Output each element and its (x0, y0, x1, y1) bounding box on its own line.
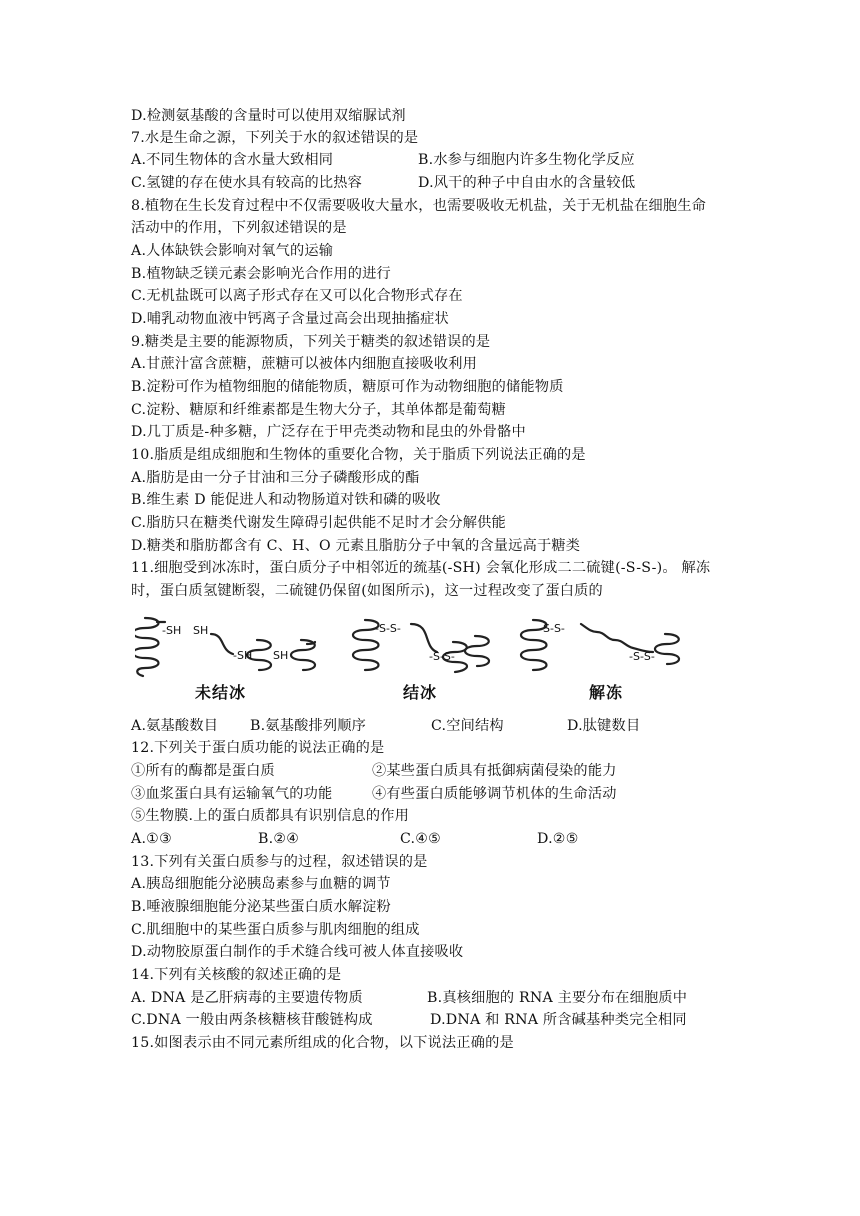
ss-label-3: S-S- (543, 622, 565, 635)
q7-option-a: A.不同生物体的含水量大致相同 (131, 152, 334, 168)
q11-option-b: B.氨基酸排列顺序 (250, 718, 367, 734)
q11-stem-1: 11.细胞受到冰冻时，蛋白质分子中相邻近的巯基(-SH) 会氧化形成二二硫键(-S-S-)。 解冻 (131, 560, 711, 576)
q10-option-c: C.脂肪只在糖类代谢发生障碍引起供能不足时才会分解供能 (131, 515, 506, 531)
q10-option-b: B.维生素 D 能促进人和动物肠道对铁和磷的吸收 (131, 492, 441, 508)
q9-option-c: C.淀粉、糖原和纤维素都是生物大分子，其单体都是葡萄糖 (131, 402, 506, 418)
q12-option-c: C.④⑤ (400, 831, 442, 847)
q15-stem: 15.如图表示由不同元素所组成的化合物，以下说法正确的是 (131, 1035, 514, 1051)
chain-coil-3b (655, 634, 679, 664)
q12-item-2: ②某些蛋白质具有抵御病菌侵染的能力 (372, 763, 617, 779)
q11-option-a: A.氨基酸数目 (131, 718, 219, 734)
q12-option-d: D.②⑤ (537, 831, 579, 847)
q10-option-d: D.糖类和脂肪都含有 C、H、O 元素且脂肪分子中氧的含量远高于糖类 (131, 538, 581, 554)
q7-option-d: D.风干的种子中自由水的含量较低 (418, 175, 636, 191)
q14-option-c: C.DNA 一般由两条核糖核苷酸链构成 (131, 1012, 373, 1028)
q8-stem-1: 8.植物在生长发育过程中不仅需要吸收大量水，也需要吸收无机盐，关于无机盐在细胞生命 (131, 198, 707, 214)
chain-coil-2c (465, 636, 489, 666)
label-unfrozen: 未结冰 (195, 683, 247, 702)
q11-stem-2: 时，蛋白质氢键断裂，二硫键仍保留(如图所示)，这一过程改变了蛋白质的 (131, 583, 603, 599)
q12-item-1: ①所有的酶都是蛋白质 (131, 763, 275, 779)
q12-item-3: ③血浆蛋白具有运输氧气的功能 (131, 786, 333, 802)
chain-link-1 (211, 634, 233, 654)
q14-stem: 14.下列有关核酸的叙述正确的是 (131, 967, 342, 983)
q13-option-b: B.唾液腺细胞能分泌某些蛋白质水解淀粉 (131, 899, 391, 915)
q9-stem: 9.糖类是主要的能源物质，下列关于糖类的叙述错误的是 (131, 334, 491, 350)
q13-option-a: A.胰岛细胞能分泌胰岛素参与血糖的调节 (131, 876, 391, 892)
q9-option-a: A.甘蔗汁富含蔗糖，蔗糖可以被体内细胞直接吸收利用 (131, 356, 478, 372)
q14-option-d: D.DNA 和 RNA 所含碱基种类完全相同 (430, 1012, 687, 1028)
q11-option-c: C.空间结构 (431, 718, 504, 734)
q8-option-c: C.无机盐既可以离子形式存在又可以化合物形式存在 (131, 288, 463, 304)
chain-link-2 (411, 624, 437, 652)
q9-option-b: B.淀粉可作为植物细胞的储能物质，糖原可作为动物细胞的储能物质 (131, 379, 564, 395)
q7-option-b: B.水参与细胞内许多生物化学反应 (418, 152, 635, 168)
ss-label-2: -S-S- (429, 650, 455, 663)
q6-option-d: D.检测氨基酸的含量时可以使用双缩脲试剂 (131, 108, 406, 124)
q12-item-4: ④有些蛋白质能够调节机体的生命活动 (372, 786, 617, 802)
q14-option-b: B.真核细胞的 RNA 主要分布在细胞质中 (427, 990, 688, 1006)
q12-item-5: ⑤生物膜.上的蛋白质都具有识别信息的作用 (131, 808, 410, 824)
sh-label-4: SH (273, 649, 289, 662)
q10-stem: 10.脂质是组成细胞和生物体的重要化合物，关于脂质下列说法正确的是 (131, 447, 586, 463)
q8-option-d: D.哺乳动物血液中钙离子含量过高会出现抽搐症状 (131, 311, 449, 327)
protein-freeze-figure (135, 612, 695, 708)
chain-coil-1a (135, 618, 159, 676)
ss-label-1: -S-S- (375, 622, 401, 635)
q9-option-d: D.几丁质是-种多糖，广泛存在于甲壳类动物和昆虫的外骨骼中 (131, 424, 526, 440)
q8-option-a: A.人体缺铁会影响对氧气的运输 (131, 243, 334, 259)
q8-option-b: B.植物缺乏镁元素会影响光合作用的进行 (131, 266, 391, 282)
sh-label-1: -SH (162, 624, 182, 637)
sh-label-2: SH (193, 624, 209, 637)
q7-option-c: C.氢键的存在使水具有较高的比热容 (131, 175, 363, 191)
sh-label-3: -SH (233, 649, 253, 662)
q13-option-d: D.动物胶原蛋白制作的手术缝合线可被人体直接吸收 (131, 944, 464, 960)
q13-option-c: C.肌细胞中的某些蛋白质参与肌肉细胞的组成 (131, 922, 420, 938)
q7-stem: 7.水是生命之源，下列关于水的叙述错误的是 (131, 130, 419, 146)
label-thawed: 解冻 (589, 683, 624, 702)
q11-option-d: D.肽键数目 (567, 718, 641, 734)
label-frozen: 结冰 (403, 683, 438, 702)
q12-stem: 12.下列关于蛋白质功能的说法正确的是 (131, 740, 385, 756)
q10-option-a: A.脂肪是由一分子甘油和三分子磷酸形成的酯 (131, 470, 420, 486)
q12-option-a: A.①③ (131, 831, 172, 847)
protein-chains-drawing (135, 612, 695, 682)
q12-option-b: B.②④ (258, 831, 300, 847)
q8-stem-2: 活动中的作用，下列叙述错误的是 (131, 220, 347, 236)
q14-option-a: A. DNA 是乙肝病毒的主要遗传物质 (131, 990, 363, 1006)
q13-stem: 13.下列有关蛋白质参与的过程，叙述错误的是 (131, 854, 428, 870)
chain-unfolded-link (581, 624, 653, 652)
ss-label-4: -S-S- (629, 650, 655, 663)
